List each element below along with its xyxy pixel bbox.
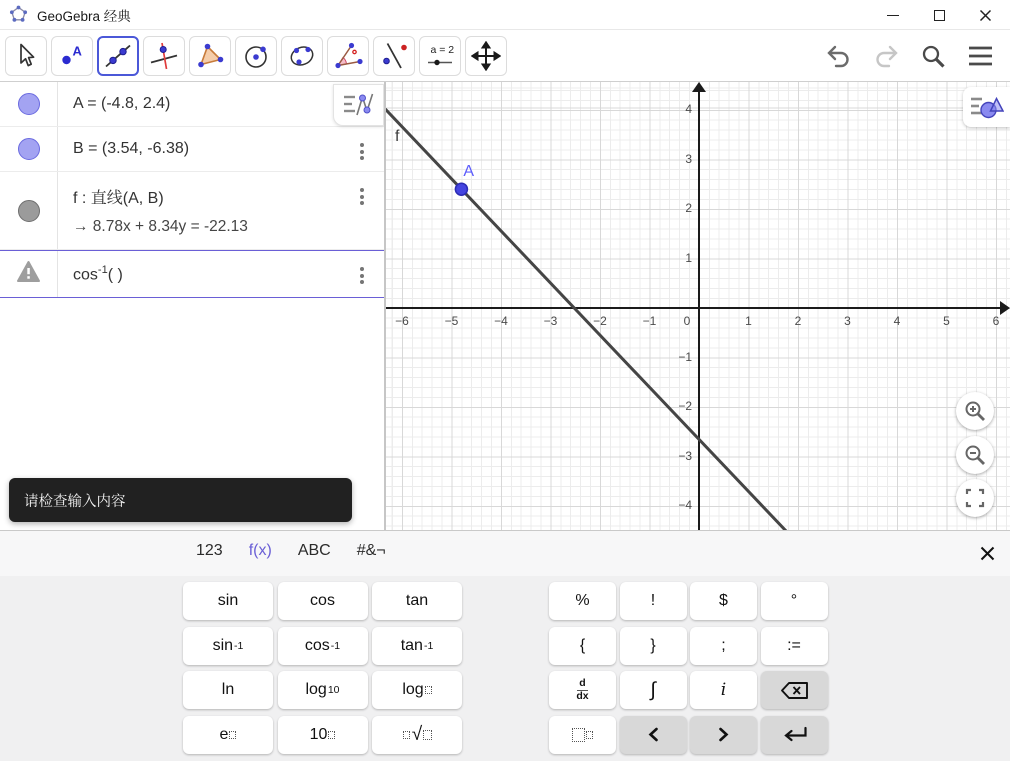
- zoom-in-button[interactable]: [956, 392, 994, 430]
- tooltip-text: 请检查输入内容: [24, 493, 126, 510]
- keyboard-tab-symbols[interactable]: #&¬: [356, 542, 386, 559]
- key-nth-root[interactable]: √: [372, 716, 462, 754]
- key-e-power[interactable]: e: [183, 716, 273, 754]
- graph-style-button[interactable]: [963, 87, 1010, 127]
- graphics-view[interactable]: [386, 82, 1010, 530]
- maximize-icon: [934, 10, 945, 21]
- row-menu-button[interactable]: [360, 143, 364, 160]
- x-tick-label: 6: [992, 314, 1000, 328]
- key-dollar[interactable]: $: [690, 582, 757, 620]
- key-brace-close[interactable]: }: [620, 627, 687, 665]
- tool-polygon[interactable]: [189, 36, 231, 76]
- minimize-icon: [887, 15, 899, 16]
- y-tick-label: −1: [678, 349, 692, 364]
- key-arccos[interactable]: cos -1: [278, 627, 368, 665]
- key-backspace[interactable]: [761, 671, 828, 709]
- tool-point[interactable]: [51, 36, 93, 76]
- close-button[interactable]: [962, 0, 1008, 30]
- svg-text:A: A: [72, 43, 82, 59]
- keyboard-tabstrip: [0, 531, 1010, 576]
- key-imaginary[interactable]: i: [690, 671, 757, 709]
- row-expression: A = (-4.8, 2.4): [73, 95, 171, 112]
- tool-perpendicular-line[interactable]: [143, 36, 185, 76]
- key-assign[interactable]: :=: [761, 627, 828, 665]
- algebra-style-button[interactable]: [333, 84, 384, 126]
- zoom-out-button[interactable]: [956, 436, 994, 474]
- window-controls: [870, 0, 1008, 30]
- key-subscript[interactable]: [549, 716, 616, 754]
- key-cos[interactable]: cos: [278, 582, 368, 620]
- algebra-row[interactable]: [0, 250, 384, 298]
- row-content: [58, 172, 384, 249]
- tool-buttons: [5, 36, 507, 76]
- warning-icon: [16, 260, 41, 288]
- point-label[interactable]: A: [463, 163, 475, 181]
- key-10-power[interactable]: 10: [278, 716, 368, 754]
- x-tick-label: −3: [543, 314, 558, 328]
- y-tick-label: 3: [685, 151, 692, 166]
- x-tick-label: −1: [642, 314, 657, 328]
- row-expression: B = (3.54, -6.38): [73, 140, 190, 157]
- x-tick-label: 4: [893, 314, 901, 328]
- x-tick-label: −6: [395, 314, 409, 328]
- search-button[interactable]: [917, 40, 949, 72]
- key-right[interactable]: [690, 716, 757, 754]
- row-marker-cell: [0, 251, 58, 297]
- y-tick-label: 1: [685, 250, 692, 265]
- key-sin[interactable]: sin: [183, 582, 273, 620]
- x-tick-label: 0: [683, 314, 691, 328]
- tool-slider[interactable]: [419, 36, 461, 76]
- key-degree[interactable]: °: [761, 582, 828, 620]
- key-left[interactable]: [620, 716, 687, 754]
- tool-move-graphics-view[interactable]: [465, 36, 507, 76]
- key-brace-open[interactable]: {: [549, 627, 616, 665]
- keyboard-tab-123[interactable]: 123: [196, 542, 223, 559]
- x-tick-label: −4: [494, 314, 508, 328]
- y-tick-label: −3: [678, 448, 692, 463]
- key-ln[interactable]: ln: [183, 671, 273, 709]
- row-marker-cell: [0, 127, 58, 171]
- close-x-icon: [979, 545, 996, 562]
- toolbar: [0, 30, 1010, 82]
- algebra-row[interactable]: [0, 127, 384, 172]
- algebra-rows: [0, 82, 384, 298]
- tool-conic[interactable]: [281, 36, 323, 76]
- key-enter[interactable]: [761, 716, 828, 754]
- menu-button[interactable]: [964, 40, 996, 72]
- key-semicolon[interactable]: ;: [690, 627, 757, 665]
- virtual-keyboard: [0, 530, 1010, 761]
- undo-button[interactable]: [823, 40, 855, 72]
- toolbar-actions: [823, 30, 996, 82]
- row-content: [58, 127, 384, 171]
- algebra-view: [0, 82, 384, 530]
- row-marker-cell: [0, 172, 58, 249]
- tool-angle[interactable]: [327, 36, 369, 76]
- key-factorial[interactable]: !: [620, 582, 687, 620]
- row-value: → 8.78x + 8.34y = -22.13: [73, 218, 248, 235]
- key-tan[interactable]: tan: [372, 582, 462, 620]
- y-tick-label: 2: [685, 201, 692, 215]
- x-tick-label: −2: [593, 314, 607, 328]
- key-log10[interactable]: log 10: [278, 671, 368, 709]
- maximize-button[interactable]: [916, 0, 962, 30]
- algebra-row[interactable]: [0, 172, 384, 250]
- x-tick-label: 3: [844, 314, 851, 328]
- key-log-base[interactable]: log: [372, 671, 462, 709]
- input-error-tooltip: [9, 478, 352, 522]
- tool-move[interactable]: [5, 36, 47, 76]
- redo-button[interactable]: [870, 40, 902, 72]
- keyboard-close-button[interactable]: [977, 543, 997, 563]
- point-blue-visibility-toggle[interactable]: [18, 93, 40, 115]
- y-tick-label: 4: [685, 102, 692, 116]
- key-derivative[interactable]: $\frac{d}{dx}$: [549, 671, 616, 709]
- keyboard-right-group: [549, 582, 828, 754]
- y-tick-label: −4: [678, 498, 692, 512]
- keyboard-tabs: [196, 542, 386, 560]
- row-menu-button[interactable]: [360, 267, 364, 284]
- plot-layer: [386, 82, 1010, 530]
- tool-line[interactable]: [97, 36, 139, 76]
- tool-reflect[interactable]: [373, 36, 415, 76]
- key-percent[interactable]: %: [549, 582, 616, 620]
- point-gray-visibility-toggle[interactable]: [18, 200, 40, 222]
- point-blue-visibility-toggle[interactable]: [18, 138, 40, 160]
- close-icon: [979, 9, 992, 22]
- x-tick-label: 1: [745, 314, 752, 328]
- x-tick-label: 2: [794, 314, 802, 328]
- row-expression: $\cos^{-1}$( ): [73, 264, 123, 284]
- y-tick-label: −2: [678, 399, 692, 413]
- keyboard-tab-abc[interactable]: ABC: [297, 542, 331, 559]
- minimize-button[interactable]: [870, 0, 916, 30]
- key-arcsin[interactable]: sin -1: [183, 627, 273, 665]
- window-title: GeoGebra 经典: [37, 8, 131, 24]
- x-tick-label: −5: [444, 314, 459, 328]
- row-content: [58, 251, 384, 297]
- geogebra-logo-icon: [9, 5, 28, 24]
- keyboard-tab-fx[interactable]: f(x): [248, 542, 272, 559]
- keyboard-left-group: [183, 582, 462, 754]
- x-tick-label: 5: [943, 314, 950, 328]
- fullscreen-button[interactable]: [956, 479, 994, 517]
- row-expression: f : 直线(A, B): [73, 190, 164, 207]
- key-arctan[interactable]: tan -1: [372, 627, 462, 665]
- titlebar: [0, 0, 1010, 30]
- row-menu-button[interactable]: [360, 188, 364, 205]
- svg-text:a = 2: a = 2: [430, 44, 455, 56]
- key-integral[interactable]: ∫: [620, 671, 687, 709]
- row-marker-cell: [0, 82, 58, 126]
- tool-circle[interactable]: [235, 36, 277, 76]
- algebra-row[interactable]: [0, 82, 384, 127]
- line-label[interactable]: f: [395, 128, 400, 145]
